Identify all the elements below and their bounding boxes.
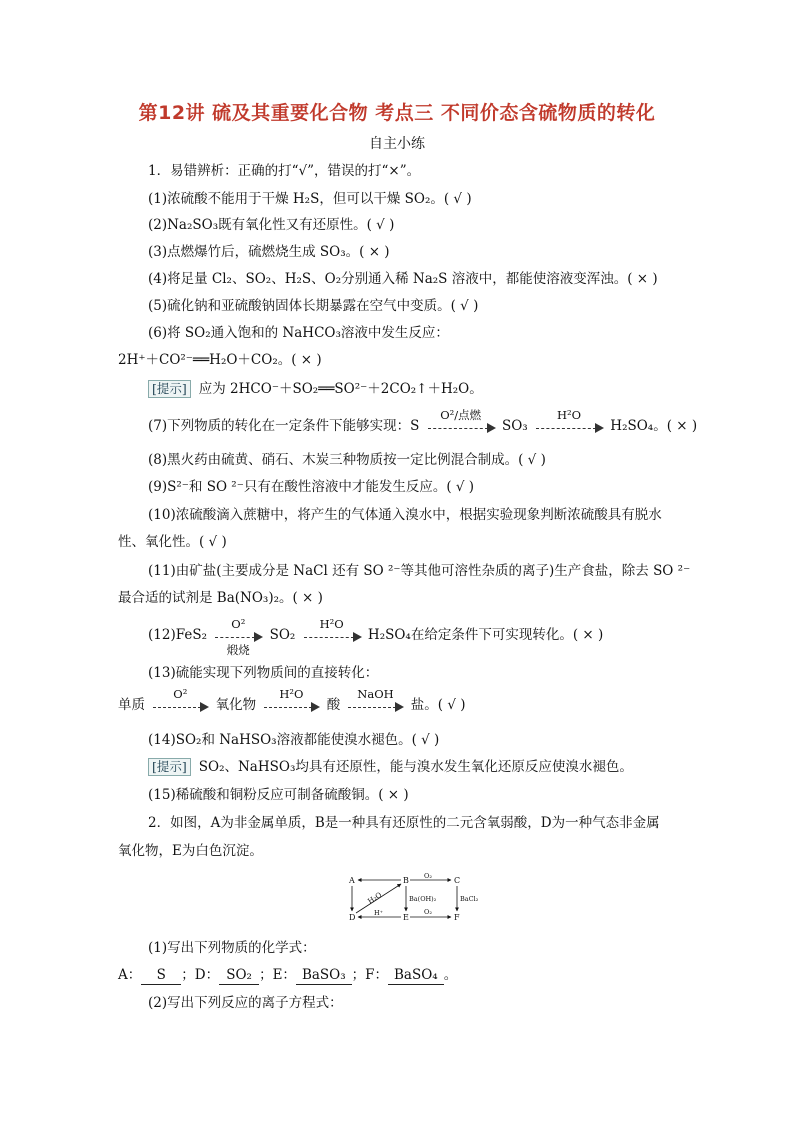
reaction-arrow [346, 686, 404, 713]
answer-d: SO₂ [219, 966, 259, 985]
chain-element: 氧化物 [215, 697, 257, 713]
q1-item-8: (8)黑火药由硫黄、硝石、木炭三种物质按一定比例混合制成。( √ ) [148, 452, 546, 468]
node-f: F [454, 913, 460, 922]
label-baoh2: Ba(OH)₂ [409, 895, 437, 903]
reaction-arrow [151, 686, 209, 713]
page-title: 第12讲 硫及其重要化合物 考点三 不同价态含硫物质的转化 [138, 102, 656, 124]
q1-item-6: (6)将 SO₂通入饱和的 NaHCO₃溶液中发生反应： [148, 325, 449, 341]
item7-intermediate: SO₃ [501, 418, 528, 434]
item12-intermediate: SO₂ [269, 627, 296, 643]
q1-item-14: (14)SO₂和 NaHSO₃溶液都能使溴水褪色。( √ ) [148, 732, 440, 748]
section-subtitle: 自主小练 [369, 136, 425, 152]
q2-answers [118, 966, 674, 985]
q1-item-5: (5)硫化钠和亚硫酸钠固体长期暴露在空气中变质。( √ ) [148, 298, 479, 314]
chain-element: 盐。( √ ) [410, 697, 466, 713]
answer-f: BaSO₄ [388, 966, 444, 985]
reaction-arrow [213, 616, 263, 657]
q1-item-7 [148, 407, 698, 435]
node-c: C [454, 876, 461, 885]
arrow-condition: H²O [319, 616, 344, 631]
item7-product: H₂SO₄。( × ) [610, 418, 698, 434]
hint-text: 应为 2HCO⁻＋SO₂══SO²⁻＋2CO₂↑＋H₂O。 [198, 381, 483, 397]
reaction-arrow [302, 616, 362, 643]
hint-label: [提示] [148, 380, 191, 398]
chain-element: 单质 [118, 697, 145, 713]
q1-item-13: (13)硫能实现下列物质间的直接转化： [148, 665, 379, 681]
reaction-arrow [534, 407, 604, 434]
label-o2-bottom: O₂ [424, 908, 432, 916]
hint-text: SO₂、NaHSO₃均具有还原性，能与溴水发生氧化还原反应使溴水褪色。 [198, 759, 633, 775]
answer-label: A： [118, 967, 142, 983]
node-e: E [403, 913, 409, 922]
q1-item-10-cont: 性、氧化性。( √ ) [118, 534, 227, 550]
q2-sub1: (1)写出下列物质的化学式： [148, 940, 316, 956]
q1-item-1: (1)浓硫酸不能用于干燥 H₂S，但可以干燥 SO₂。( √ ) [148, 191, 472, 207]
q1-item-6-equation: 2H⁺＋CO²⁻══H₂O＋CO₂。( × ) [118, 352, 322, 368]
q1-item-2: (2)Na₂SO₃既有氧化性又有还原性。( √ ) [148, 217, 395, 233]
chain-element: 酸 [326, 697, 341, 713]
node-b: B [403, 876, 409, 885]
item12-product: H₂SO₄在给定条件下可实现转化。( × ) [367, 627, 604, 643]
answer-a: S [141, 966, 181, 985]
arrow-condition: O² [231, 616, 246, 631]
q1-item-13-chain [118, 686, 674, 714]
q1-item-12 [148, 616, 674, 657]
arrow-condition: 煅烧 [226, 642, 250, 657]
arrow-condition: O² [173, 686, 188, 701]
answer-label: ；E： [259, 967, 296, 983]
arrow-condition: H²O [279, 686, 304, 701]
hint-label: [提示] [148, 758, 191, 776]
item7-text: (7)下列物质的转化在一定条件下能够实现：S [148, 418, 420, 434]
q1-item-4: (4)将足量 Cl₂、SO₂、H₂S、O₂分别通入稀 Na₂S 溶液中，都能使溶液变浑浊。( × ) [148, 271, 658, 287]
item12-text: (12)FeS₂ [148, 627, 207, 643]
q1-item-11-cont: 最合适的试剂是 Ba(NO₃)₂。( × ) [118, 590, 323, 606]
answer-end: 。 [443, 967, 458, 983]
label-bacl2: BaCl₂ [460, 895, 479, 903]
answer-e: BaSO₃ [296, 966, 352, 985]
label-h2o: H₂O [366, 890, 384, 906]
q1-item-3: (3)点燃爆竹后，硫燃烧生成 SO₃。( × ) [148, 244, 390, 260]
q2-intro-cont: 氧化物，E为白色沉淀。 [118, 843, 263, 859]
hint-2 [148, 758, 674, 776]
q1-item-10: (10)浓硫酸滴入蔗糖中，将产生的气体通入溴水中，根据实验现象判断浓硫酸具有脱水 [148, 507, 662, 523]
node-d: D [349, 913, 356, 922]
hint-1 [148, 380, 674, 398]
reaction-diagram [346, 873, 486, 925]
q1-item-15: (15)稀硫酸和铜粉反应可制备硫酸铜。( × ) [148, 787, 409, 803]
q1-intro: 1．易错辨析：正确的打“√”，错误的打“×”。 [148, 163, 421, 179]
reaction-arrow [262, 686, 320, 713]
arrow-condition: O²/点燃 [440, 407, 482, 422]
q1-item-9: (9)S²⁻和 SO ²⁻只有在酸性溶液中才能发生反应。( √ ) [148, 479, 475, 495]
arrow-condition: H²O [556, 407, 582, 422]
node-a: A [349, 876, 355, 885]
label-hplus: H⁺ [374, 909, 384, 917]
answer-label: ；F： [351, 967, 389, 983]
arrow-condition: NaOH [357, 686, 394, 701]
reaction-arrow [426, 407, 496, 434]
q2-intro: 2．如图，A为非金属单质，B是一种具有还原性的二元含氧弱酸，D为一种气态非金属 [148, 815, 660, 831]
label-o2-top: O₂ [424, 873, 432, 880]
q2-sub2: (2)写出下列反应的离子方程式： [148, 995, 343, 1011]
q1-item-11: (11)由矿盐(主要成分是 NaCl 还有 SO ²⁻等其他可溶性杂质的离子)生产食盐，除去 SO ²⁻ [148, 563, 691, 579]
answer-label: ；D： [181, 967, 220, 983]
